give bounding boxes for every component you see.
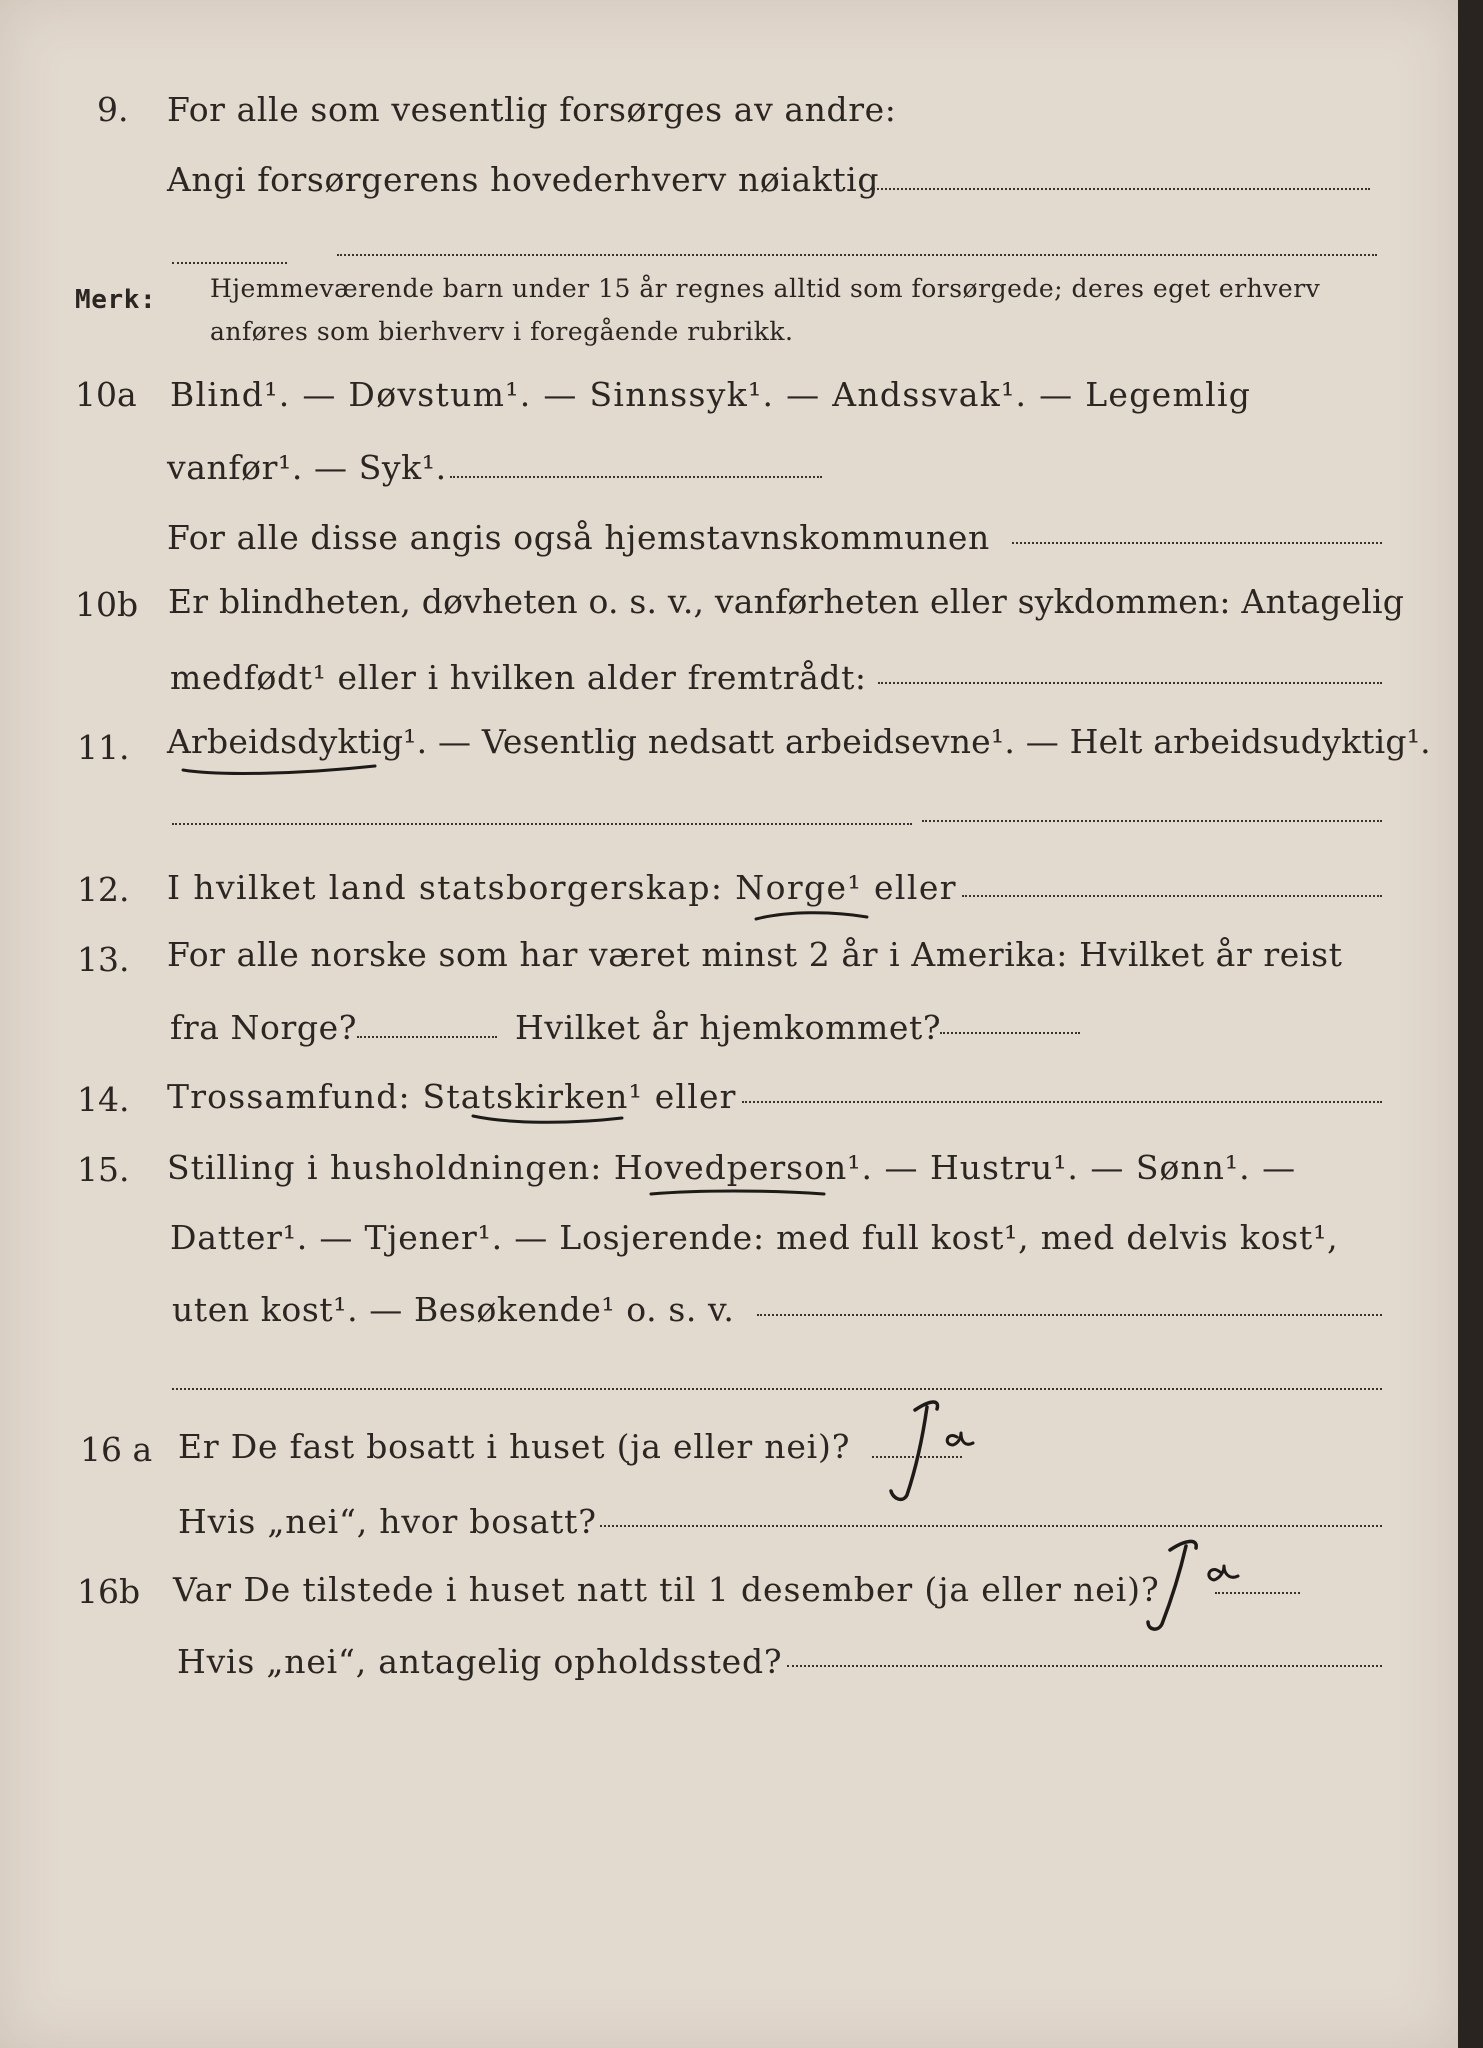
q11-answer-line-b[interactable] <box>922 820 1382 822</box>
q10b-text-2: medfødt¹ eller i hvilken alder fremtrådt: <box>170 658 867 697</box>
q15-answer-line-2[interactable] <box>172 1388 1382 1390</box>
q16a-handwritten-ja <box>885 1395 1005 1515</box>
norge-underline <box>752 905 872 927</box>
q16b-text: Var De tilstede i huset natt til 1 desember (ja eller nei)? <box>173 1570 1160 1609</box>
q13-number: 13. <box>77 940 130 979</box>
q13-hjemkommet-line[interactable] <box>940 1032 1080 1034</box>
q16b-number: 16b <box>77 1572 141 1611</box>
q10b-text: Er blindheten, døvheten o. s. v., vanførheten eller sykdommen: Antagelig <box>168 582 1405 621</box>
statskirken-underline <box>470 1108 630 1134</box>
q10b-answer-line[interactable] <box>878 682 1382 684</box>
merk-label: Merk: <box>75 285 157 315</box>
q14-number: 14. <box>77 1080 130 1119</box>
q16b-opholdssted-line[interactable] <box>787 1665 1382 1667</box>
q16a-bosatt-prompt: Hvis „nei“, hvor bosatt? <box>178 1502 597 1541</box>
arbeidsdyktig-underline <box>180 758 380 786</box>
q16a-bosatt-line[interactable] <box>600 1525 1382 1527</box>
q10a-text: Blind¹. — Døvstum¹. — Sinnssyk¹. — Andssvak¹. — Legemlig <box>170 375 1252 414</box>
q16b-handwritten-ja <box>1140 1532 1270 1652</box>
merk-note-line2: anføres som bierhverv i foregående rubrikk. <box>210 317 794 346</box>
q16a-text: Er De fast bosatt i huset (ja eller nei)? <box>178 1427 851 1466</box>
q16b-opholdssted-prompt: Hvis „nei“, antagelig opholdssted? <box>177 1642 783 1681</box>
q12-text: I hvilket land statsborgerskap: Norge¹ eller <box>167 868 957 907</box>
q9-answer-line[interactable] <box>870 188 1370 190</box>
q11-text: Arbeidsdyktig¹. — Vesentlig nedsatt arbeidsevne¹. — Helt arbeidsudyktig¹. <box>167 722 1431 761</box>
q9-number: 9. <box>97 90 129 129</box>
q10a-number: 10a <box>75 375 137 414</box>
q15-answer-line[interactable] <box>757 1314 1382 1316</box>
q11-number: 11. <box>77 728 130 767</box>
q13-text: For alle norske som har været minst 2 år i Amerika: Hvilket år reist <box>167 935 1343 974</box>
q10a-hjemstavn-line[interactable] <box>1012 542 1382 544</box>
q14-answer-line[interactable] <box>742 1101 1382 1103</box>
q9-text: For alle som vesentlig forsørges av andre: <box>167 90 897 129</box>
q10a-hjemstavn: For alle disse angis også hjemstavnskommunen <box>167 518 990 557</box>
q13-reist-prompt: fra Norge? <box>170 1008 358 1047</box>
q10a-answer-line[interactable] <box>450 476 822 478</box>
q16a-number: 16 a <box>80 1430 153 1469</box>
q10a-text-2: vanfør¹. — Syk¹. <box>167 448 447 487</box>
hovedperson-underline <box>648 1180 828 1202</box>
q13-reist-line[interactable] <box>357 1036 497 1038</box>
q15-number: 15. <box>77 1150 130 1189</box>
q9-answer-line-2a[interactable] <box>172 262 287 264</box>
q12-number: 12. <box>77 870 130 909</box>
q15-text-2: Datter¹. — Tjener¹. — Losjerende: med full kost¹, med delvis kost¹, <box>170 1218 1339 1257</box>
q14-text: Trossamfund: Statskirken¹ eller <box>167 1077 737 1116</box>
q12-answer-line[interactable] <box>962 895 1382 897</box>
q10b-number: 10b <box>75 585 139 624</box>
q15-text-3: uten kost¹. — Besøkende¹ o. s. v. <box>172 1290 735 1329</box>
q13-hjemkommet-prompt: Hvilket år hjemkommet? <box>515 1008 942 1047</box>
q11-answer-line-a[interactable] <box>172 823 912 825</box>
q9-prompt: Angi forsørgerens hovederhverv nøiaktig <box>167 160 880 199</box>
q9-answer-line-2b[interactable] <box>337 254 1377 256</box>
q15-text: Stilling i husholdningen: Hovedperson¹. — Hustru¹. — Sønn¹. — <box>167 1148 1297 1187</box>
merk-note-line1: Hjemmeværende barn under 15 år regnes alltid som forsørgede; deres eget erhverv <box>210 274 1321 303</box>
